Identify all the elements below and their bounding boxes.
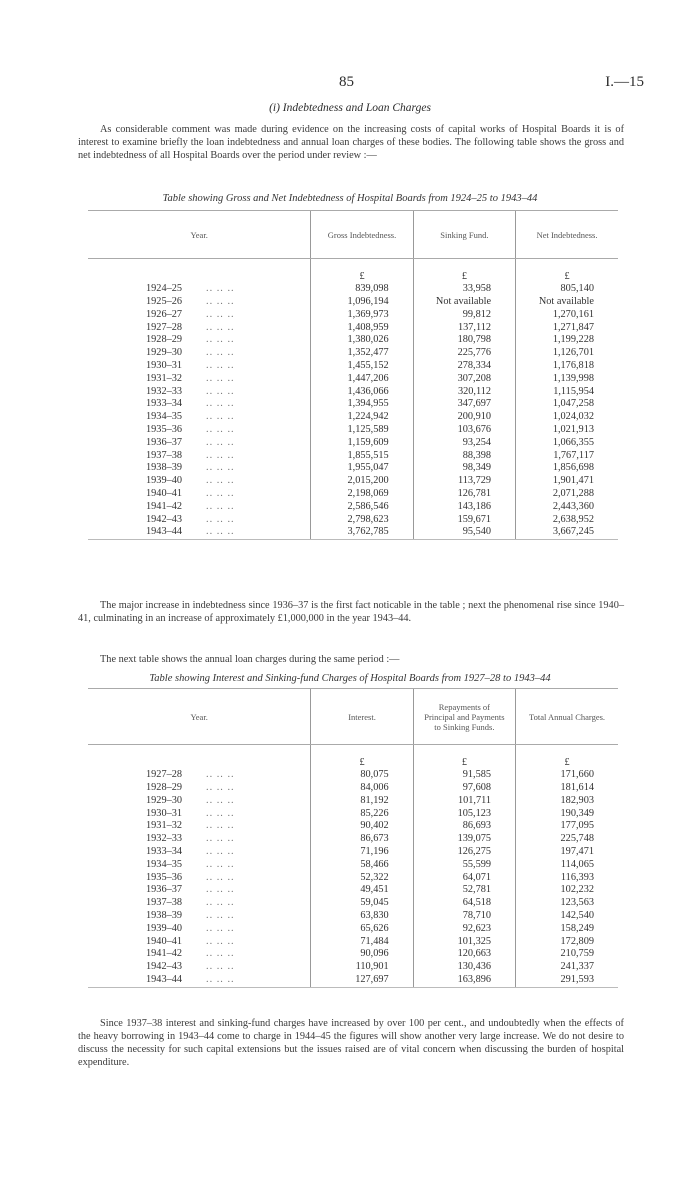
repayments-cell: 78,710 <box>413 910 515 923</box>
sinking-cell: 113,729 <box>413 475 515 488</box>
year-cell <box>88 948 311 961</box>
year-label: 1925–26 <box>146 296 183 308</box>
table-row <box>88 283 618 296</box>
gross-cell: 1,394,955 <box>311 398 413 411</box>
year-cell <box>88 450 311 463</box>
sinking-cell: 307,208 <box>413 373 515 386</box>
gross-cell: 1,380,026 <box>311 334 413 347</box>
table-row <box>88 386 618 399</box>
year-label: 1941–42 <box>146 500 183 512</box>
table-row <box>88 936 618 949</box>
total-cell: 171,660 <box>516 769 618 782</box>
year-cell <box>88 782 311 795</box>
closing-paragraph <box>78 1017 624 1069</box>
repayments-cell: 91,585 <box>413 769 515 782</box>
leader-dots: .. .. .. <box>206 449 235 461</box>
net-cell: 1,271,847 <box>516 322 618 335</box>
year-label: 1930–31 <box>146 807 183 819</box>
year-cell <box>88 398 311 411</box>
total-cell: 158,249 <box>516 923 618 936</box>
year-label: 1935–36 <box>146 871 183 883</box>
sinking-cell: 33,958 <box>413 283 515 296</box>
year-cell <box>88 872 311 885</box>
table-row <box>88 795 618 808</box>
gross-cell: 2,198,069 <box>311 488 413 501</box>
interest-cell: 90,402 <box>311 820 413 833</box>
total-cell: 172,809 <box>516 936 618 949</box>
table-row <box>88 514 618 527</box>
intro-paragraph-text: As considerable comment was made during evidence on the increasing costs of capital works of Hospital Boards it is of interest to examine briefly the loan indebtedness and annual loan charges of these bodies. The following table shows the gross and net indebtedness of all Hospital Boards over the period under review :— <box>78 124 624 161</box>
year-cell <box>88 820 311 833</box>
year-label: 1928–29 <box>146 782 183 794</box>
year-cell <box>88 833 311 846</box>
table1-unit-gross: £ <box>311 271 413 284</box>
gross-cell: 1,096,194 <box>311 296 413 309</box>
year-cell <box>88 437 311 450</box>
year-label: 1935–36 <box>146 424 183 436</box>
net-cell: 1,066,355 <box>516 437 618 450</box>
year-label: 1929–30 <box>146 794 183 806</box>
table2-unit-total: £ <box>516 757 618 770</box>
net-cell: 1,139,998 <box>516 373 618 386</box>
table2-unit-repayments: £ <box>413 757 515 770</box>
year-cell <box>88 386 311 399</box>
leader-dots: .. .. .. <box>206 846 235 858</box>
table1-caption: Table showing Gross and Net Indebtedness of Hospital Boards from 1924–25 to 1943–44 <box>162 193 538 204</box>
year-cell <box>88 961 311 974</box>
year-label: 1942–43 <box>146 961 183 973</box>
total-cell: 116,393 <box>516 872 618 885</box>
year-label: 1933–34 <box>146 846 183 858</box>
year-label: 1943–44 <box>146 526 183 538</box>
sinking-cell: 88,398 <box>413 450 515 463</box>
year-cell <box>88 859 311 872</box>
year-label: 1940–41 <box>146 488 183 500</box>
leader-dots: .. .. .. <box>206 334 235 346</box>
year-label: 1931–32 <box>146 372 183 384</box>
leader-dots: .. .. .. <box>206 858 235 870</box>
sinking-cell: 103,676 <box>413 424 515 437</box>
table-row <box>88 872 618 885</box>
year-label: 1940–41 <box>146 935 183 947</box>
sinking-cell: 143,186 <box>413 501 515 514</box>
year-cell <box>88 411 311 424</box>
table2-caption: Table showing Interest and Sinking-fund Charges of Hospital Boards from 1927–28 to 1943–44 <box>149 673 551 684</box>
table-row <box>88 475 618 488</box>
sinking-cell: 200,910 <box>413 411 515 424</box>
table-row <box>88 948 618 961</box>
total-cell: 181,614 <box>516 782 618 795</box>
sinking-cell: 180,798 <box>413 334 515 347</box>
repayments-cell: 64,518 <box>413 897 515 910</box>
interest-cell: 71,484 <box>311 936 413 949</box>
net-cell: 1,856,698 <box>516 462 618 475</box>
year-label: 1939–40 <box>146 475 183 487</box>
year-cell <box>88 923 311 936</box>
table-row <box>88 782 618 795</box>
gross-cell: 1,352,477 <box>311 347 413 360</box>
page-reference: I.—15 <box>605 74 644 90</box>
leader-dots: .. .. .. <box>206 910 235 922</box>
year-cell <box>88 283 311 296</box>
interest-cell: 58,466 <box>311 859 413 872</box>
repayments-cell: 105,123 <box>413 808 515 821</box>
sinking-cell: 137,112 <box>413 322 515 335</box>
year-label: 1926–27 <box>146 308 183 320</box>
net-cell: 1,047,258 <box>516 398 618 411</box>
table-row <box>88 437 618 450</box>
net-cell: 1,176,818 <box>516 360 618 373</box>
lead-paragraph <box>78 653 624 666</box>
year-label: 1927–28 <box>146 321 183 333</box>
repayments-cell: 64,071 <box>413 872 515 885</box>
gross-cell: 1,955,047 <box>311 462 413 475</box>
leader-dots: .. .. .. <box>206 462 235 474</box>
gross-cell: 2,015,200 <box>311 475 413 488</box>
net-cell: 1,199,228 <box>516 334 618 347</box>
net-cell: 2,443,360 <box>516 501 618 514</box>
table-row <box>88 526 618 539</box>
year-cell <box>88 373 311 386</box>
total-cell: 291,593 <box>516 974 618 987</box>
interest-cell: 110,901 <box>311 961 413 974</box>
net-cell: 1,024,032 <box>516 411 618 424</box>
leader-dots: .. .. .. <box>206 833 235 845</box>
total-cell: 210,759 <box>516 948 618 961</box>
year-label: 1937–38 <box>146 449 183 461</box>
gross-cell: 1,369,973 <box>311 309 413 322</box>
table2-header-total: Total Annual Charges. <box>516 689 618 745</box>
gross-cell: 1,159,609 <box>311 437 413 450</box>
total-cell: 190,349 <box>516 808 618 821</box>
leader-dots: .. .. .. <box>206 961 235 973</box>
table-row <box>88 347 618 360</box>
total-cell: 102,232 <box>516 884 618 897</box>
total-cell: 114,065 <box>516 859 618 872</box>
year-cell <box>88 846 311 859</box>
sinking-cell: 347,697 <box>413 398 515 411</box>
middle-paragraph <box>78 599 624 625</box>
year-label: 1936–37 <box>146 436 183 448</box>
indebtedness-table <box>88 210 618 540</box>
net-cell: Not available <box>516 296 618 309</box>
lead-paragraph-text: The next table shows the annual loan charges during the same period :— <box>100 654 400 665</box>
repayments-cell: 101,325 <box>413 936 515 949</box>
repayments-cell: 120,663 <box>413 948 515 961</box>
leader-dots: .. .. .. <box>206 922 235 934</box>
leader-dots: .. .. .. <box>206 347 235 359</box>
year-label: 1942–43 <box>146 513 183 525</box>
leader-dots: .. .. .. <box>206 871 235 883</box>
sinking-cell: Not available <box>413 296 515 309</box>
net-cell: 1,021,913 <box>516 424 618 437</box>
year-cell <box>88 910 311 923</box>
year-label: 1936–37 <box>146 884 183 896</box>
leader-dots: .. .. .. <box>206 308 235 320</box>
sinking-cell: 320,112 <box>413 386 515 399</box>
table-row <box>88 910 618 923</box>
repayments-cell: 126,275 <box>413 846 515 859</box>
leader-dots: .. .. .. <box>206 436 235 448</box>
intro-paragraph <box>78 123 624 162</box>
leader-dots: .. .. .. <box>206 807 235 819</box>
net-cell: 1,767,117 <box>516 450 618 463</box>
gross-cell: 1,125,589 <box>311 424 413 437</box>
year-cell <box>88 360 311 373</box>
table1-header-sinking: Sinking Fund. <box>413 211 515 259</box>
gross-cell: 1,224,942 <box>311 411 413 424</box>
interest-cell: 49,451 <box>311 884 413 897</box>
total-cell: 177,095 <box>516 820 618 833</box>
year-label: 1933–34 <box>146 398 183 410</box>
year-label: 1928–29 <box>146 334 183 346</box>
sinking-cell: 93,254 <box>413 437 515 450</box>
year-label: 1932–33 <box>146 833 183 845</box>
gross-cell: 1,408,959 <box>311 322 413 335</box>
sinking-cell: 95,540 <box>413 526 515 539</box>
year-cell <box>88 347 311 360</box>
sinking-cell: 99,812 <box>413 309 515 322</box>
leader-dots: .. .. .. <box>206 475 235 487</box>
net-cell: 1,270,161 <box>516 309 618 322</box>
leader-dots: .. .. .. <box>206 283 235 295</box>
repayments-cell: 139,075 <box>413 833 515 846</box>
gross-cell: 2,798,623 <box>311 514 413 527</box>
leader-dots: .. .. .. <box>206 897 235 909</box>
table2-header-interest: Interest. <box>311 689 413 745</box>
table1-unit-net: £ <box>516 271 618 284</box>
loan-charges-table <box>88 688 618 988</box>
table-row <box>88 296 618 309</box>
repayments-cell: 101,711 <box>413 795 515 808</box>
year-cell <box>88 769 311 782</box>
interest-cell: 52,322 <box>311 872 413 885</box>
middle-paragraph-text: The major increase in indebtedness since 1936–37 is the first fact noticable in the table ; next the phenomenal rise since 1940–41, culminating in an increase of approximately £1,000,000 in the year 1943–44. <box>78 600 624 624</box>
year-cell <box>88 936 311 949</box>
repayments-cell: 52,781 <box>413 884 515 897</box>
year-cell <box>88 309 311 322</box>
year-label: 1943–44 <box>146 974 183 986</box>
table1-unit-sinking: £ <box>413 271 515 284</box>
year-label: 1931–32 <box>146 820 183 832</box>
repayments-cell: 55,599 <box>413 859 515 872</box>
gross-cell: 1,447,206 <box>311 373 413 386</box>
year-label: 1941–42 <box>146 948 183 960</box>
year-label: 1939–40 <box>146 922 183 934</box>
sinking-cell: 126,781 <box>413 488 515 501</box>
table2-header-repayments: Repayments of Principal and Payments to Sinking Funds. <box>413 689 515 745</box>
leader-dots: .. .. .. <box>206 500 235 512</box>
net-cell: 3,667,245 <box>516 526 618 539</box>
repayments-cell: 163,896 <box>413 974 515 987</box>
leader-dots: .. .. .. <box>206 513 235 525</box>
year-label: 1930–31 <box>146 360 183 372</box>
leader-dots: .. .. .. <box>206 360 235 372</box>
year-label: 1924–25 <box>146 283 183 295</box>
repayments-cell: 92,623 <box>413 923 515 936</box>
year-cell <box>88 897 311 910</box>
table2-unit-interest: £ <box>311 757 413 770</box>
year-cell <box>88 974 311 987</box>
table1-header-year: Year. <box>88 211 311 259</box>
repayments-cell: 86,693 <box>413 820 515 833</box>
gross-cell: 3,762,785 <box>311 526 413 539</box>
leader-dots: .. .. .. <box>206 782 235 794</box>
leader-dots: .. .. .. <box>206 794 235 806</box>
net-cell: 1,126,701 <box>516 347 618 360</box>
table-row <box>88 923 618 936</box>
table-row <box>88 884 618 897</box>
table-row <box>88 373 618 386</box>
gross-cell: 1,455,152 <box>311 360 413 373</box>
year-label: 1938–39 <box>146 910 183 922</box>
leader-dots: .. .. .. <box>206 974 235 986</box>
table-row <box>88 846 618 859</box>
closing-paragraph-text: Since 1937–38 interest and sinking-fund charges have increased by over 100 per cent., and undoubtedly when the effects of the heavy borrowing in 1943–44 come to charge in 1944–45 the figures will show another very large increase. We do not desire to discuss the necessity for such capital extensions but the issues raised are of vital concern when discussing the burden of hospital expenditure. <box>78 1018 624 1068</box>
leader-dots: .. .. .. <box>206 296 235 308</box>
interest-cell: 59,045 <box>311 897 413 910</box>
interest-cell: 127,697 <box>311 974 413 987</box>
leader-dots: .. .. .. <box>206 769 235 781</box>
table-row <box>88 833 618 846</box>
table-row <box>88 501 618 514</box>
table-row <box>88 309 618 322</box>
year-cell <box>88 501 311 514</box>
net-cell: 2,071,288 <box>516 488 618 501</box>
total-cell: 182,903 <box>516 795 618 808</box>
table1-header-net: Net Indebtedness. <box>516 211 618 259</box>
year-cell <box>88 884 311 897</box>
net-cell: 2,638,952 <box>516 514 618 527</box>
year-label: 1938–39 <box>146 462 183 474</box>
interest-cell: 84,006 <box>311 782 413 795</box>
year-cell <box>88 808 311 821</box>
table-row <box>88 334 618 347</box>
interest-cell: 80,075 <box>311 769 413 782</box>
year-cell <box>88 334 311 347</box>
sinking-cell: 225,776 <box>413 347 515 360</box>
interest-cell: 65,626 <box>311 923 413 936</box>
leader-dots: .. .. .. <box>206 526 235 538</box>
gross-cell: 1,855,515 <box>311 450 413 463</box>
leader-dots: .. .. .. <box>206 948 235 960</box>
total-cell: 197,471 <box>516 846 618 859</box>
year-cell <box>88 488 311 501</box>
table-row <box>88 820 618 833</box>
table-row <box>88 961 618 974</box>
year-label: 1937–38 <box>146 897 183 909</box>
table-row <box>88 462 618 475</box>
table-row <box>88 322 618 335</box>
year-cell <box>88 514 311 527</box>
net-cell: 1,901,471 <box>516 475 618 488</box>
gross-cell: 2,586,546 <box>311 501 413 514</box>
sinking-cell: 278,334 <box>413 360 515 373</box>
year-cell <box>88 462 311 475</box>
table-row <box>88 398 618 411</box>
table-row <box>88 411 618 424</box>
year-cell <box>88 795 311 808</box>
page-header <box>0 74 700 94</box>
table-row <box>88 859 618 872</box>
table-row <box>88 424 618 437</box>
table1-header-gross: Gross Indebtedness. <box>311 211 413 259</box>
leader-dots: .. .. .. <box>206 424 235 436</box>
leader-dots: .. .. .. <box>206 884 235 896</box>
leader-dots: .. .. .. <box>206 321 235 333</box>
total-cell: 123,563 <box>516 897 618 910</box>
leader-dots: .. .. .. <box>206 398 235 410</box>
table-row <box>88 808 618 821</box>
table2-header-year: Year. <box>88 689 311 745</box>
page-number: 85 <box>339 74 354 90</box>
table-row <box>88 897 618 910</box>
interest-cell: 90,096 <box>311 948 413 961</box>
interest-cell: 81,192 <box>311 795 413 808</box>
table-row <box>88 769 618 782</box>
leader-dots: .. .. .. <box>206 820 235 832</box>
repayments-cell: 130,436 <box>413 961 515 974</box>
sinking-cell: 98,349 <box>413 462 515 475</box>
interest-cell: 85,226 <box>311 808 413 821</box>
total-cell: 241,337 <box>516 961 618 974</box>
year-label: 1929–30 <box>146 347 183 359</box>
leader-dots: .. .. .. <box>206 385 235 397</box>
gross-cell: 1,436,066 <box>311 386 413 399</box>
leader-dots: .. .. .. <box>206 935 235 947</box>
interest-cell: 86,673 <box>311 833 413 846</box>
total-cell: 142,540 <box>516 910 618 923</box>
year-cell <box>88 526 311 539</box>
year-label: 1932–33 <box>146 385 183 397</box>
leader-dots: .. .. .. <box>206 372 235 384</box>
table-row <box>88 488 618 501</box>
sinking-cell: 159,671 <box>413 514 515 527</box>
year-label: 1934–35 <box>146 411 183 423</box>
interest-cell: 71,196 <box>311 846 413 859</box>
total-cell: 225,748 <box>516 833 618 846</box>
section-heading: (i) Indebtedness and Loan Charges <box>269 102 431 114</box>
leader-dots: .. .. .. <box>206 488 235 500</box>
net-cell: 805,140 <box>516 283 618 296</box>
year-label: 1927–28 <box>146 769 183 781</box>
table-row <box>88 360 618 373</box>
interest-cell: 63,830 <box>311 910 413 923</box>
table-row <box>88 974 618 987</box>
year-cell <box>88 475 311 488</box>
year-cell <box>88 322 311 335</box>
table-row <box>88 450 618 463</box>
leader-dots: .. .. .. <box>206 411 235 423</box>
year-label: 1934–35 <box>146 858 183 870</box>
net-cell: 1,115,954 <box>516 386 618 399</box>
repayments-cell: 97,608 <box>413 782 515 795</box>
year-cell <box>88 424 311 437</box>
gross-cell: 839,098 <box>311 283 413 296</box>
year-cell <box>88 296 311 309</box>
